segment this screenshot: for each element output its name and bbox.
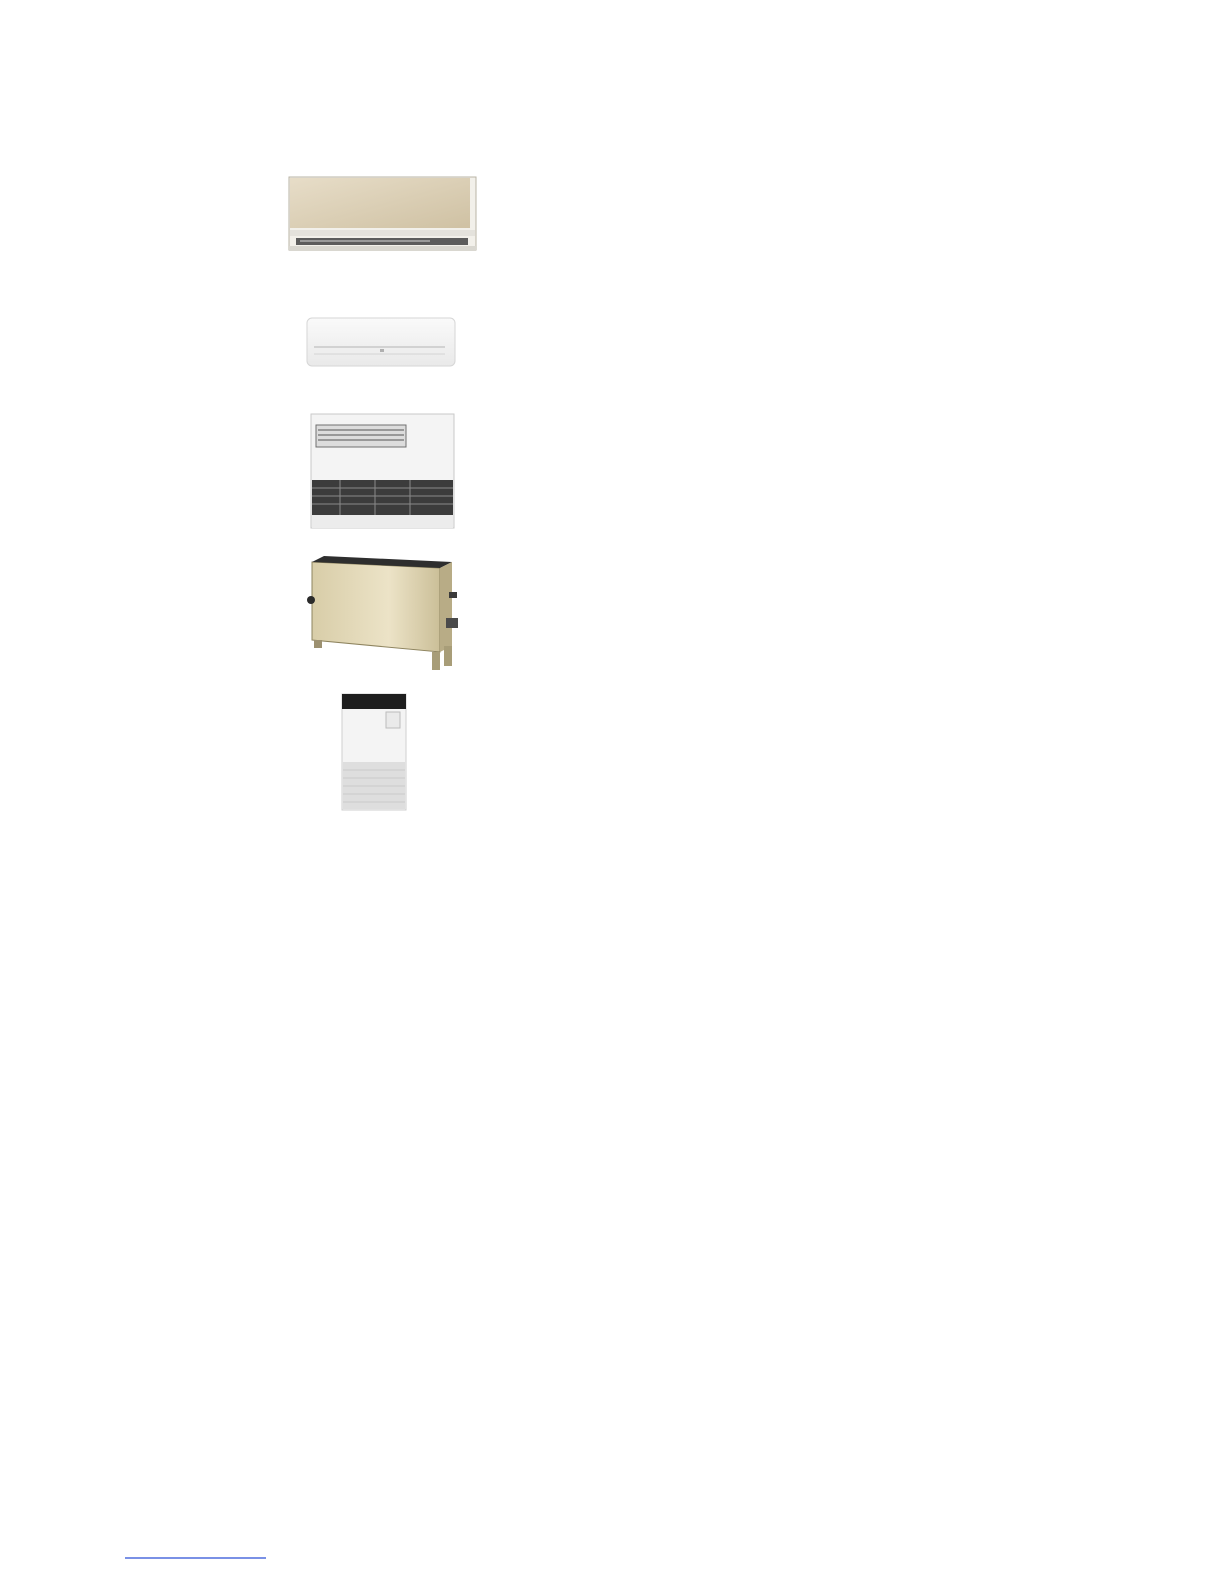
floor-standing-unit-picture — [342, 694, 406, 810]
spec-table — [289, 177, 476, 810]
concealed-floor-unit-picture — [307, 556, 458, 670]
floor-ceiling-unit-picture — [311, 414, 454, 528]
wall-mounted-unit-large-picture — [289, 177, 476, 251]
wall-mounted-unit-slim-picture — [307, 318, 455, 366]
